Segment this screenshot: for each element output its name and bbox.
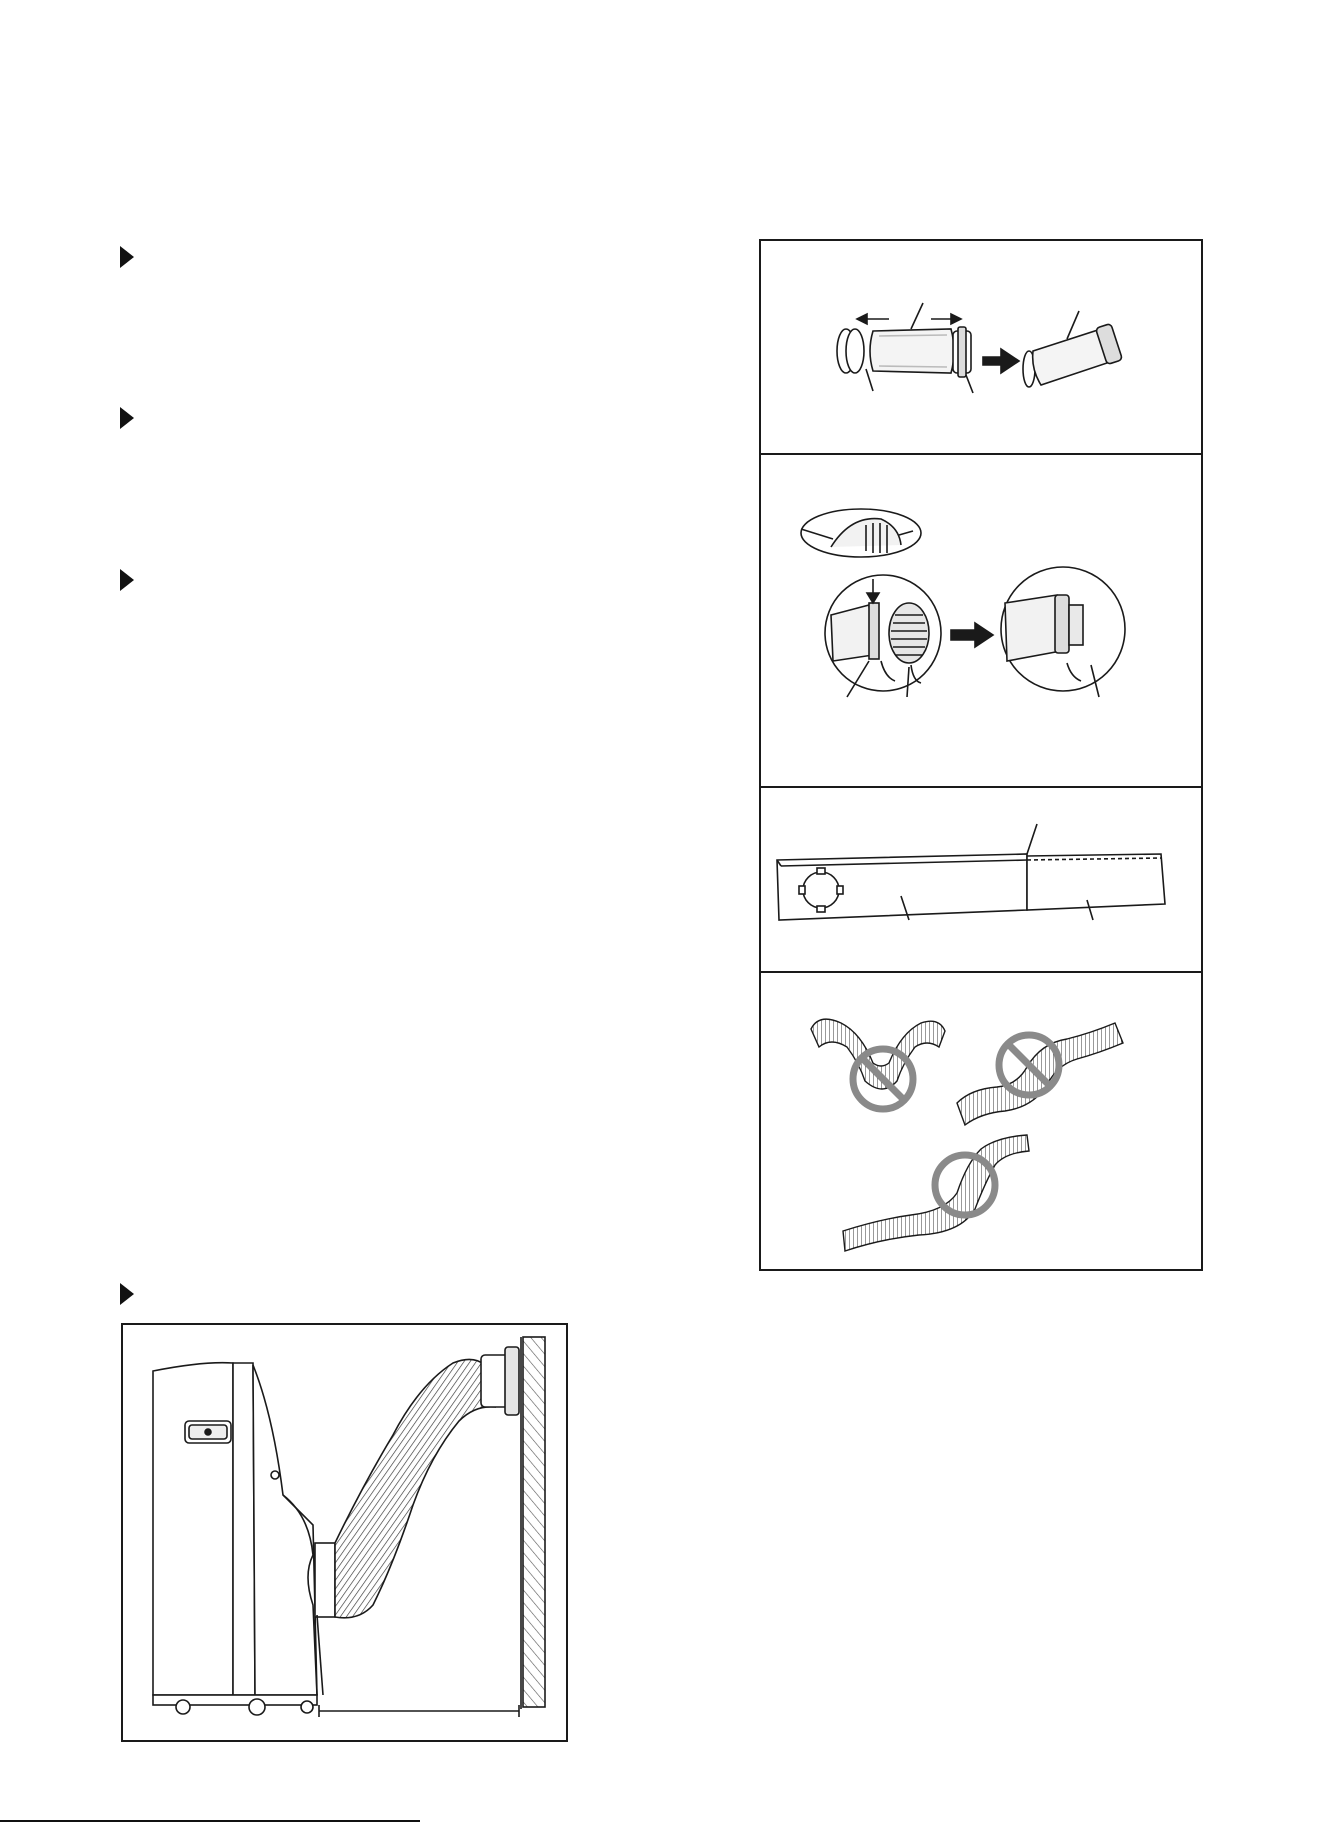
footer-rule <box>0 1820 420 1822</box>
hose-adapter-assembly-panel <box>761 241 1201 453</box>
section-bullet-4 <box>120 1283 134 1305</box>
unit-installation-illustration <box>123 1325 565 1739</box>
section-bullet-1 <box>120 246 134 268</box>
hose-bending-guide-panel <box>761 971 1201 1271</box>
window-slider-illustration <box>761 788 1201 971</box>
section-bullet-3 <box>120 569 134 591</box>
section-bullet-2 <box>120 407 134 429</box>
hose-attach-to-unit-panel <box>761 453 1201 786</box>
hose-adapter-illustration <box>761 241 1201 451</box>
hose-attach-illustration <box>761 455 1201 785</box>
illustration-panels <box>759 239 1203 1271</box>
unit-installation-panel <box>121 1323 568 1742</box>
window-slider-kit-panel <box>761 786 1201 971</box>
hose-bending-illustration <box>761 973 1201 1271</box>
